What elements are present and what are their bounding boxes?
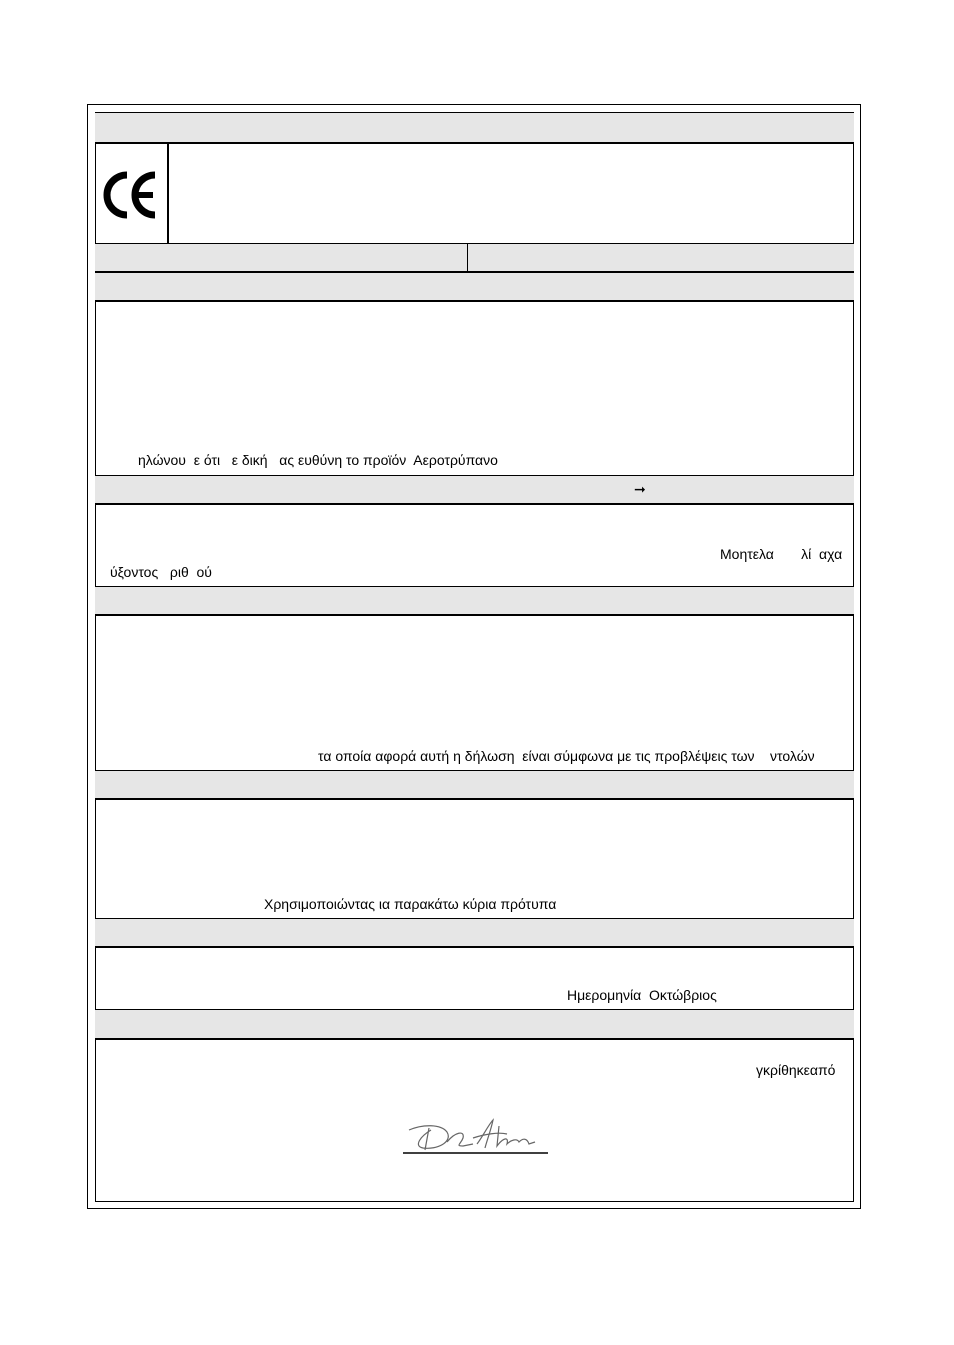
ce-mark-icon xyxy=(103,171,157,219)
split-band-divider xyxy=(467,244,468,272)
section-band-1 xyxy=(95,272,854,302)
ce-logo-cell xyxy=(95,143,168,244)
section-band-4 xyxy=(95,770,854,800)
conformity-statement: τα οποία αφορά αυτή η δήλωση είναι σύμφωνα με τις προβλέψεις των ντολών xyxy=(318,748,815,764)
signature-icon xyxy=(403,1116,549,1156)
date-label: Ημερομηνία Οκτώβριος xyxy=(567,987,717,1003)
header-band xyxy=(95,112,854,144)
section-band-2 xyxy=(95,475,854,505)
ce-cell-divider xyxy=(167,143,169,244)
declaration-statement: ηλώνου ε ότι ε δική ας ευθύνη το προϊόν Αεροτρύπανο xyxy=(138,452,498,468)
split-band xyxy=(95,243,854,273)
section-band-6 xyxy=(95,1009,854,1040)
serial-label: ύξοντος ριθ ού xyxy=(110,564,212,580)
approved-by-label: γκρίθηκεαπό xyxy=(756,1062,836,1078)
model-label: Μοητελα λί αχα xyxy=(720,546,843,562)
signature xyxy=(403,1116,549,1156)
standards-statement: Χρησιμοποιώντας ια παρακάτω κύρια πρότυπα xyxy=(264,896,557,912)
section-band-5 xyxy=(95,918,854,948)
section-band-3 xyxy=(95,586,854,616)
arrow-right-icon: ➞ xyxy=(634,481,646,497)
